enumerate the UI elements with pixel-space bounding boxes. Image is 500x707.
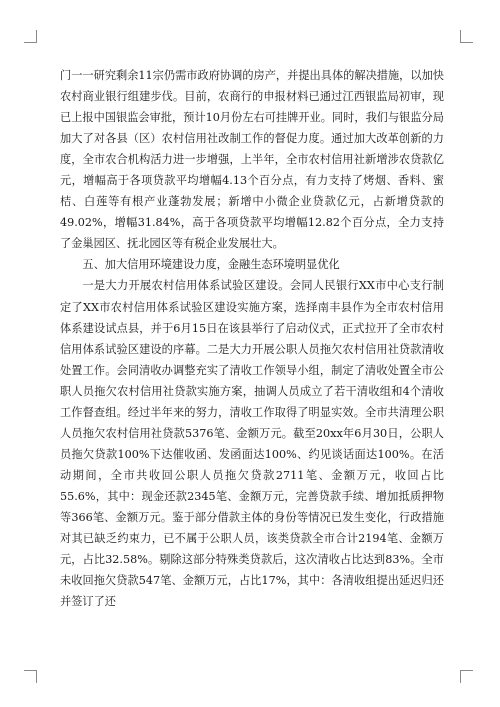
paragraph-continued: 门一一研究剩余11宗仍需市政府协调的房产，并提出具体的解决措施，以加快农村商业银行组建步伐。目前，农商行的申报材料已通过江西银监局初审，现已上报中国银监会审批，预计10月份左右可挂牌开业。同时，我们与银监分局加大了对各县（区）农村信用社改制工作的督促力度。通过加大改革创新的力度，全市农合机构活力进一步增强，上半年，全市农村信用社新增涉农贷款亿元，增幅高于各项贷款平均增幅4.13个百分点，有力支持了烤烟、香料、蜜桔、白莲等有根产业蓬勃发展；新增中小微企业贷款亿元，占新增贷款的49.02%，增幅31.84%，高于各项贷款平均增幅12.82个百分点，全力支持了金巢园区、抚北园区等有税企业发展壮大。 (60, 69, 444, 251)
crop-mark-top-right (460, 30, 473, 43)
section-heading: 五、加大信用环境建设力度，金融生态环境明显优化 (82, 258, 340, 272)
document-body (60, 65, 444, 612)
crop-mark-bottom-left (24, 670, 37, 683)
crop-mark-bottom-right (460, 670, 473, 683)
paragraph: 一是大力开展农村信用体系试验区建设。会同人民银行XX市中心支行制定了XX市农村信用体系试验区建设实施方案，选择南丰县作为全市农村信用体系建设试点县，并于6月15日在该县举行了启动仪式，正式拉开了全市农村信用体系试验区建设的序幕。二是大力开展公职人员拖欠农村信用社贷款清收处置工作。会同清收办调整充实了清收工作领导小组，制定了清收处置全市公职人员拖欠农村信用社贷款实施方案，抽调人员成立了若干清收组和4个清收工作督查组。经过半年来的努力，清收工作取得了明显实效。全市共清理公职人员拖欠农村信用社贷款5376笔、金额万元。截至20xx年6月30日，公职人员拖欠贷款100%下达催收函、发函面达100%、约见谈话面达100%。在活动期间，全市共收回公职人员拖欠贷款2711笔、金额万元，收回占比55.6%，其中：现金还款2345笔、金额万元，完善贷款手续、增加抵质押物等366笔、金额万元。鉴于部分借款主体的身份等情况已发生变化，行政措施对其已缺乏约束力，已不属于公职人员，该类贷款全市合计2194笔、金额万元，占比32.58%。剔除这部分特殊类贷款后，这次清收占比达到83%。全市未收回拖欠贷款547笔、金额万元，占比17%，其中：各清收组提出延迟归还并签订了还 (60, 279, 444, 609)
crop-mark-top-left (24, 30, 37, 43)
